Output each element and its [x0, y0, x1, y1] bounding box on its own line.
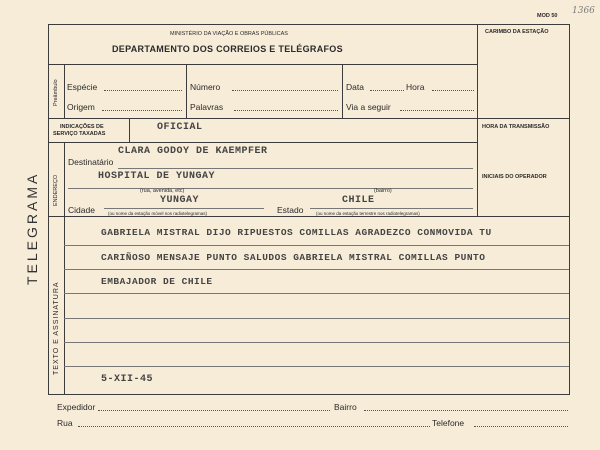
indications-value: OFICIAL — [157, 122, 203, 133]
estado-label: Estado — [277, 205, 304, 215]
department-title: DEPARTAMENTO DOS CORREIOS E TELÉGRAFOS — [112, 44, 343, 54]
recipient-street: HOSPITAL DE YUNGAY — [98, 171, 216, 182]
estado-note: (ou nome da estação terrestre nos radiotelegramas) — [316, 211, 420, 216]
preamble-section-label: Preâmbulo — [53, 79, 59, 106]
bairro-hint: (bairro) — [374, 188, 392, 194]
ministry-title: MINISTÉRIO DA VIAÇÃO E OBRAS PÚBLICAS — [170, 31, 288, 37]
destinatario-label: Destinatário — [68, 157, 114, 167]
side-title: TELEGRAMA — [24, 171, 40, 285]
station-stamp-label: CARIMBO DA ESTAÇÃO — [485, 29, 549, 35]
address-section-label: ENDEREÇO — [53, 174, 59, 206]
especie-label: Espécie — [67, 82, 98, 92]
numero-label: Número — [190, 82, 221, 92]
message-line-2: CARIÑOSO MENSAJE PUNTO SALUDOS GABRIELA MISTRAL COMILLAS PUNTO — [101, 252, 486, 263]
indications-label-2: SERVIÇO TAXADAS — [53, 131, 106, 137]
indications-label-1: INDICAÇÕES DE — [60, 124, 104, 130]
city-value: YUNGAY — [160, 195, 200, 206]
palavras-label: Palavras — [190, 102, 224, 112]
cidade-note: (ou nome da estação móvel nos radiotelegramas) — [108, 211, 208, 216]
form-code: MOD 50 — [537, 13, 558, 19]
via-label: Via a seguir — [346, 102, 391, 112]
origem-label: Origem — [67, 102, 95, 112]
expedidor-label: Expedidor — [57, 402, 96, 412]
telefone-label: Telefone — [432, 418, 465, 428]
message-line-3: EMBAJADOR DE CHILE — [101, 276, 213, 287]
handwritten-number: 1366 — [572, 6, 595, 16]
operator-initials-label: INICIAIS DO OPERADOR — [482, 174, 547, 180]
data-label: Data — [346, 82, 364, 92]
street-hint: (rua, avenida, etc) — [140, 188, 185, 194]
state-value: CHILE — [342, 195, 375, 206]
message-date: 5-XII-45 — [101, 374, 154, 385]
transmission-time-label: HORA DA TRANSMISSÃO — [482, 124, 550, 130]
text-section-label: TEXTO E ASSINATURA — [53, 281, 60, 375]
hora-label: Hora — [406, 82, 425, 92]
cidade-label: Cidade — [68, 205, 95, 215]
bairro-label: Bairro — [334, 402, 357, 412]
rua-label: Rua — [57, 418, 73, 428]
message-line-1: GABRIELA MISTRAL DIJO RIPUESTOS COMILLAS AGRADEZCO CONMOVIDA TU — [101, 227, 492, 238]
recipient-name: CLARA GODOY DE KAEMPFER — [118, 146, 268, 157]
